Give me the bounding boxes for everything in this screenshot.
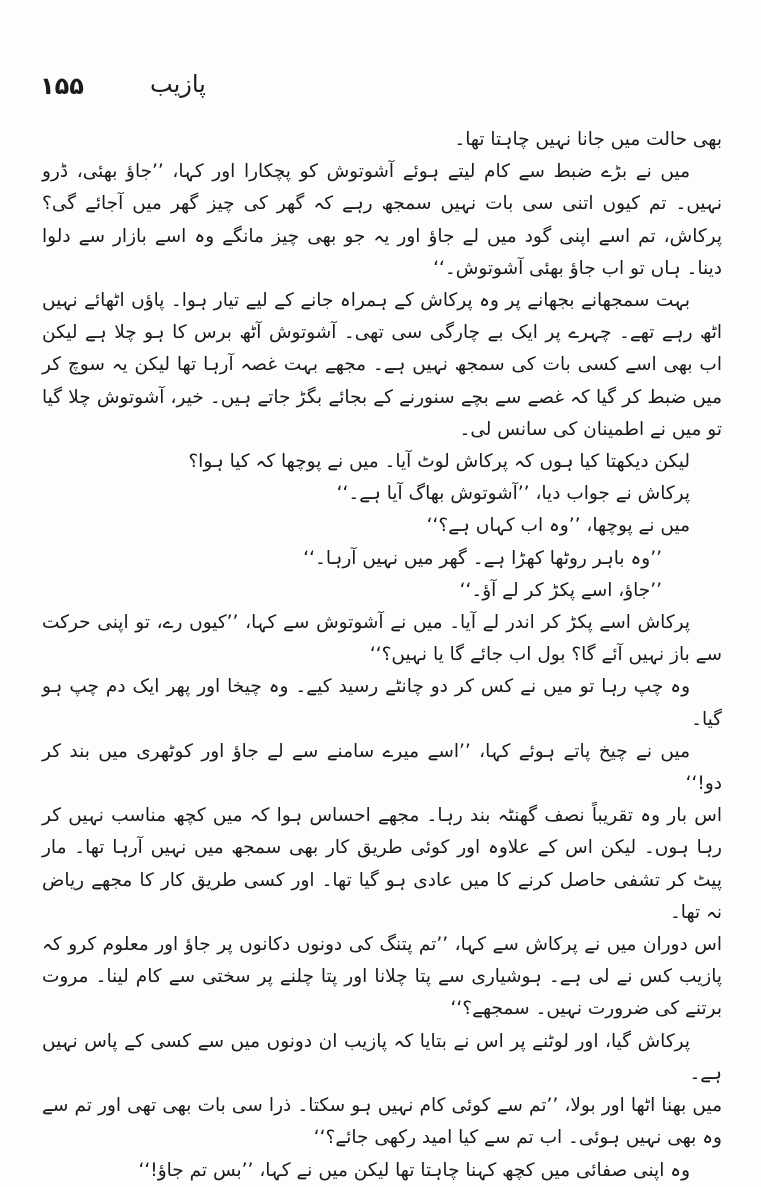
paragraph: میں نے بڑے ضبط سے کام لیتے ہوئے آشوتوش کو پچکارا اور کہا، ’’جاؤ بھئی، ڈرو نہیں۔ تم کیوں اتنی سی بات نہیں سمجھ رہے کہ گھر کی چیز گھر میں آجائے گی؟ پرکاش، تم اسے اپنی گود میں لے جاؤ اور یہ جو بھی چیز مانگے وہ اسے بازار سے دلوا دینا۔ ہاں تو اب جاؤ بھئی آشوتوش۔‘‘ (42, 161, 722, 279)
page-number: ۱۵۵ (40, 72, 84, 100)
paragraph: ’’وہ باہر روٹھا کھڑا ہے۔ گھر میں نہیں آرہا۔‘‘ (303, 547, 662, 569)
paragraph: وہ چپ رہا تو میں نے کس کر دو چانٹے رسید کیے۔ وہ چیخا اور پھر ایک دم چپ ہو گیا۔ (42, 676, 722, 730)
paragraph: وہ اپنی صفائی میں کچھ کہنا چاہتا تھا لیکن میں نے کہا، ’’بس تم جاؤ!‘‘ (138, 1159, 690, 1181)
running-title: پازیب (150, 70, 206, 98)
paragraph: لیکن دیکھتا کیا ہوں کہ پرکاش لوٹ آیا۔ میں نے پوچھا کہ کیا ہوا؟ (188, 451, 690, 473)
paragraph: بہت سمجھانے بجھانے پر وہ پرکاش کے ہمراہ جانے کے لیے تیار ہوا۔ پاؤں اٹھائے نہیں اٹھ رہے تھے۔ چہرے پر ایک بے چارگی سی تھی۔ آشوتوش آٹھ برس کا ہو چلا ہے لیکن اب بھی اسے کسی بات کی سمجھ نہیں ہے۔ مجھے بہت غصہ آرہا تھا لیکن یہ سوچ کر میں ضبط کر گیا کہ غصے سے بچے سنورنے کے بجائے بگڑ جاتے ہیں۔ خیر، آشوتوش چلا گیا تو میں نے اطمینان کی سانس لی۔ (42, 290, 722, 440)
paragraph: میں نے پوچھا، ’’وہ اب کہاں ہے؟‘‘ (426, 515, 690, 537)
paragraph: بھی حالت میں جانا نہیں چاہتا تھا۔ (454, 129, 722, 150)
body-text (42, 124, 722, 1187)
paragraph: پرکاش اسے پکڑ کر اندر لے آیا۔ میں نے آشوتوش سے کہا، ’’کیوں رے، تو اپنی حرکت سے باز نہیں آئے گا؟ بول اب جائے گا یا نہیں؟‘‘ (42, 612, 722, 666)
paragraph: اس دوران میں نے پرکاش سے کہا، ’’تم پتنگ کی دونوں دکانوں پر جاؤ اور معلوم کرو کہ پازیب کس نے لی ہے۔ ہوشیاری سے پتا چلانا اور پتا چلنے پر سختی سے کام لینا۔ مروت برتنے کی ضرورت نہیں۔ سمجھے؟‘‘ (42, 934, 722, 1020)
paragraph: ’’جاؤ، اسے پکڑ کر لے آؤ۔‘‘ (459, 579, 662, 601)
paragraph: اس بار وہ تقریباً نصف گھنٹہ بند رہا۔ مجھے احساس ہوا کہ میں کچھ مناسب نہیں کر رہا ہوں۔ لیکن اس کے علاوہ اور کوئی طریق کار بھی سمجھ میں نہیں آرہا تھا۔ مار پیٹ کر تشفی حاصل کرنے کا میں عادی ہو گیا تھا۔ اور کسی طریق کار کا مجھے ریاض نہ تھا۔ (42, 805, 722, 923)
paragraph: پرکاش نے جواب دیا، ’’آشوتوش بھاگ آیا ہے۔‘‘ (336, 483, 690, 505)
paragraph: میں نے چیخ پاتے ہوئے کہا، ’’اسے میرے سامنے سے لے جاؤ اور کوٹھری میں بند کر دو!‘‘ (42, 740, 722, 795)
paragraph: میں بھنا اٹھا اور بولا، ’’تم سے کوئی کام نہیں ہو سکتا۔ ذرا سی بات بھی تھی اور تم سے وہ بھی نہیں ہوئی۔ اب تم سے کیا امید رکھی جائے؟‘‘ (42, 1095, 722, 1149)
paragraph: پرکاش گیا، اور لوٹنے پر اس نے بتایا کہ پازیب ان دونوں میں سے کسی کے پاس نہیں ہے۔ (42, 1030, 722, 1084)
page-header (0, 66, 761, 106)
